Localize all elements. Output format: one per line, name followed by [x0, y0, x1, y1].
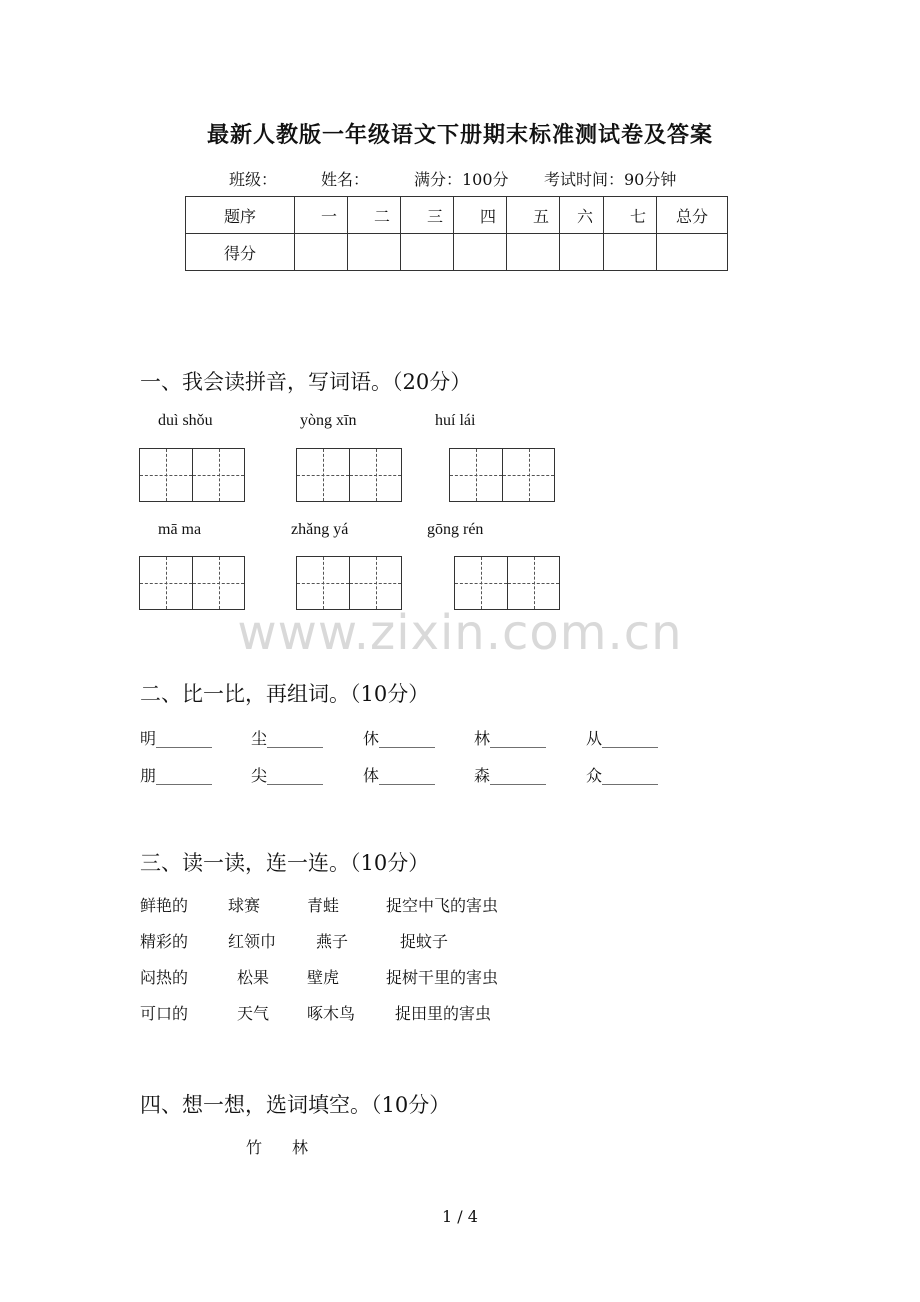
- score-table: [185, 196, 728, 271]
- writing-grid: [139, 556, 245, 610]
- grid-cell: [349, 557, 401, 609]
- writing-grid: [139, 448, 245, 502]
- grid-cell: [297, 449, 349, 501]
- match-item: 球赛: [228, 896, 261, 915]
- grid-cell: [507, 557, 559, 609]
- score-cell: [560, 234, 604, 271]
- word-blank: 林_______: [474, 729, 547, 748]
- match-item: 捉树干里的害虫: [386, 968, 499, 987]
- header-q5: 五: [507, 197, 560, 234]
- score-cell: [604, 234, 657, 271]
- match-item: 红领巾: [228, 932, 277, 951]
- pinyin-label: huí lái: [435, 412, 476, 429]
- writing-grid: [454, 556, 560, 610]
- word-blank: 明_______: [140, 729, 213, 748]
- match-item: 青蛙: [307, 896, 340, 915]
- page-number: 1 / 4: [442, 1207, 478, 1226]
- score-cell: [401, 234, 454, 271]
- grid-cell: [297, 557, 349, 609]
- grid-cell: [140, 557, 192, 609]
- word-blank: 从_______: [586, 729, 659, 748]
- score-table-header-row: [186, 197, 728, 234]
- word-blank: 众_______: [586, 766, 659, 785]
- word-blank: 尘_______: [251, 729, 324, 748]
- class-label: 班级：: [229, 170, 278, 189]
- score-cell: [348, 234, 401, 271]
- page-title: 最新人教版一年级语文下册期末标准测试卷及答案: [206, 122, 713, 148]
- header-q6: 六: [560, 197, 604, 234]
- row-label-score: 得分: [186, 234, 295, 271]
- grid-cell: [450, 449, 502, 501]
- section4-heading: 四、想一想，选词填空。（10分）: [140, 1093, 451, 1117]
- match-item: 捉空中飞的害虫: [386, 896, 499, 915]
- grid-cell: [192, 449, 244, 501]
- pinyin-label: zhǎng yá: [291, 521, 349, 538]
- word-blank: 森_______: [474, 766, 547, 785]
- grid-cell: [455, 557, 507, 609]
- grid-cell: [349, 449, 401, 501]
- exam-time-label: 考试时间：90分钟: [544, 170, 677, 189]
- score-cell: [454, 234, 507, 271]
- header-q2: 二: [348, 197, 401, 234]
- match-item: 壁虎: [307, 968, 340, 987]
- match-item: 天气: [237, 1004, 270, 1023]
- full-score-label: 满分：100分: [414, 170, 509, 189]
- grid-cell: [502, 449, 554, 501]
- choice-word: 竹: [246, 1138, 263, 1157]
- writing-grid: [296, 556, 402, 610]
- section3-heading: 三、读一读，连一连。（10分）: [140, 851, 430, 875]
- word-blank: 休_______: [363, 729, 436, 748]
- match-item: 闷热的: [140, 968, 189, 987]
- header-q7: 七: [604, 197, 657, 234]
- match-item: 燕子: [316, 932, 349, 951]
- grid-cell: [192, 557, 244, 609]
- header-q3: 三: [401, 197, 454, 234]
- score-table-score-row: [186, 234, 728, 271]
- match-item: 捉蚊子: [400, 932, 449, 951]
- choice-word: 林: [292, 1138, 309, 1157]
- pinyin-label: duì shǒu: [158, 412, 213, 429]
- word-blank: 朋_______: [140, 766, 213, 785]
- word-blank: 体_______: [363, 766, 436, 785]
- watermark: www.zixin.com.cn: [237, 605, 683, 661]
- row-label-question: 题序: [186, 197, 295, 234]
- pinyin-label: yòng xīn: [300, 412, 357, 429]
- match-item: 啄木鸟: [307, 1004, 356, 1023]
- pinyin-label: mā ma: [158, 521, 202, 538]
- match-item: 鲜艳的: [140, 896, 189, 915]
- match-item: 捉田里的害虫: [395, 1004, 492, 1023]
- header-q1: 一: [295, 197, 348, 234]
- section2-heading: 二、比一比，再组词。（10分）: [140, 682, 430, 706]
- score-cell: [295, 234, 348, 271]
- name-label: 姓名：: [321, 170, 370, 189]
- header-q4: 四: [454, 197, 507, 234]
- writing-grid: [296, 448, 402, 502]
- word-blank: 尖_______: [251, 766, 324, 785]
- header-total: 总分: [657, 197, 728, 234]
- writing-grid: [449, 448, 555, 502]
- match-item: 松果: [237, 968, 270, 987]
- match-item: 精彩的: [140, 932, 189, 951]
- score-cell-total: [657, 234, 728, 271]
- match-item: 可口的: [140, 1004, 189, 1023]
- pinyin-label: gōng rén: [427, 521, 484, 538]
- grid-cell: [140, 449, 192, 501]
- section1-heading: 一、我会读拼音，写词语。（20分）: [140, 370, 472, 394]
- score-cell: [507, 234, 560, 271]
